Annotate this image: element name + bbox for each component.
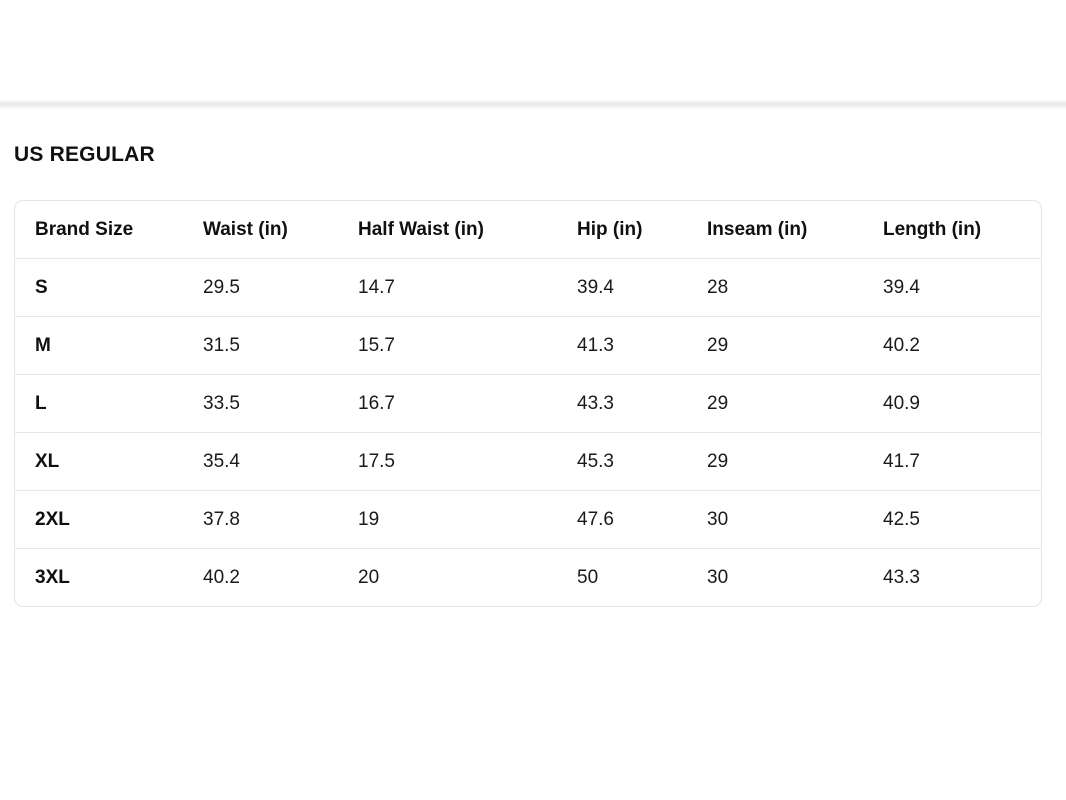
column-header-half-waist: Half Waist (in) (338, 201, 557, 259)
measurement-value: 30 (707, 508, 729, 530)
measurement-value: 29.5 (203, 276, 240, 298)
size-label: 2XL (35, 508, 70, 530)
measurement-value: 15.7 (358, 334, 395, 356)
measurement-value: 41.7 (883, 450, 920, 472)
size-chart-table-container (14, 200, 1042, 607)
size-label: S (35, 276, 48, 298)
measurement-value: 33.5 (203, 392, 240, 414)
size-label: M (35, 334, 51, 356)
measurement-value: 41.3 (577, 334, 614, 356)
measurement-value: 29 (707, 334, 729, 356)
measurement-value: 39.4 (577, 276, 614, 298)
measurement-value: 45.3 (577, 450, 614, 472)
column-header-brand-size: Brand Size (15, 201, 183, 259)
column-header-waist: Waist (in) (183, 201, 338, 259)
measurement-value: 19 (358, 508, 380, 530)
measurement-value: 35.4 (203, 450, 240, 472)
table-row (15, 433, 1041, 491)
measurement-value: 17.5 (358, 450, 395, 472)
measurement-value: 40.2 (203, 566, 240, 588)
measurement-value: 40.2 (883, 334, 920, 356)
measurement-value: 43.3 (883, 566, 920, 588)
header-divider (0, 100, 1066, 109)
column-header-hip: Hip (in) (557, 201, 687, 259)
table-row (15, 317, 1041, 375)
table-row (15, 375, 1041, 433)
measurement-value: 20 (358, 566, 380, 588)
size-label: XL (35, 450, 60, 472)
measurement-value: 39.4 (883, 276, 920, 298)
measurement-value: 16.7 (358, 392, 395, 414)
size-chart-table (15, 201, 1041, 606)
column-header-inseam: Inseam (in) (687, 201, 863, 259)
measurement-value: 47.6 (577, 508, 614, 530)
size-label: 3XL (35, 566, 70, 588)
section-heading-us-regular: US REGULAR (14, 143, 155, 166)
table-header-row (15, 201, 1041, 259)
measurement-value: 30 (707, 566, 729, 588)
table-row (15, 549, 1041, 607)
size-label: L (35, 392, 47, 414)
measurement-value: 37.8 (203, 508, 240, 530)
measurement-value: 14.7 (358, 276, 395, 298)
measurement-value: 29 (707, 450, 729, 472)
measurement-value: 43.3 (577, 392, 614, 414)
table-row (15, 491, 1041, 549)
measurement-value: 42.5 (883, 508, 920, 530)
column-header-length: Length (in) (863, 201, 1041, 259)
measurement-value: 31.5 (203, 334, 240, 356)
table-row (15, 259, 1041, 317)
measurement-value: 29 (707, 392, 729, 414)
measurement-value: 40.9 (883, 392, 920, 414)
measurement-value: 28 (707, 276, 729, 298)
measurement-value: 50 (577, 566, 599, 588)
